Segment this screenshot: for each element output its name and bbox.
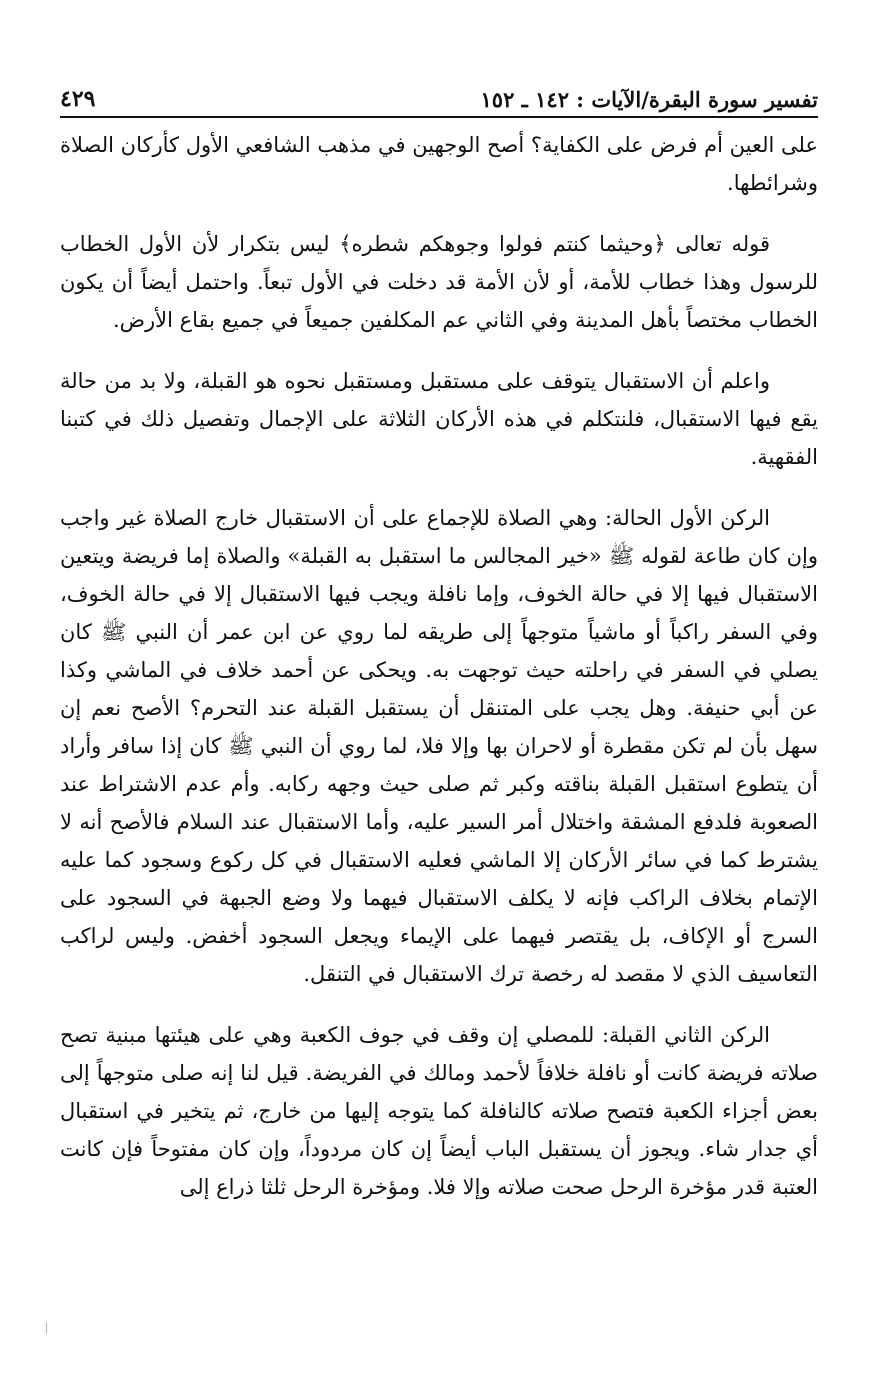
chapter-title: تفسير سورة البقرة/الآيات : ١٤٢ ـ ١٥٢: [480, 87, 818, 112]
margin-mark: [46, 1322, 47, 1334]
page-body: [60, 126, 818, 1206]
paragraph-4: الركن الأول الحالة: وهي الصلاة للإجماع على أن الاستقبال خارج الصلاة غير واجب وإن كان طاعة لقوله ﷺ «خير المجالس ما استقبل به القبلة» والصلاة إما فريضة ويتعين الاستقبال فيها إلا في حالة الخوف، وإما نافلة ويجب فيها الاستقبال إلا في حالة الخوف، وفي السفر راكباً أو ماشياً متوجهاً إلى طريقه لما روي عن ابن عمر أن النبي ﷺ كان يصلي في السفر في راحلته حيث توجهت به. ويحكى عن أحمد خلاف في الماشي وكذا عن أبي حنيفة. وهل يجب على المتنقل أن يستقبل القبلة عند التحرم؟ الأصح نعم إن سهل بأن لم تكن مقطرة أو لاحران بها وإلا فلا، لما روي أن النبي ﷺ كان إذا سافر وأراد أن يتطوع استقبل القبلة بناقته وكبر ثم صلى حيث وجهه ركابه. وأم عدم الاشتراط عند الصعوبة فلدفع المشقة واختلال أمر السير عليه، وأما الاستقبال عند السلام فالأصح أنه لا يشترط كما في سائر الأركان إلا الماشي فعليه الاستقبال في كل ركوع وسجود كما عليه الإتمام بخلاف الراكب فإنه لا يكلف الاستقبال فيهما ولا وضع الجبهة في السجود على السرج أو الإكاف، بل يقتصر فيهما على الإيماء ويجعل السجود أخفض. وليس لراكب التعاسيف الذي لا مقصد له رخصة ترك الاستقبال في التنقل.: [60, 506, 819, 986]
running-header: [60, 78, 818, 118]
paragraph-3: واعلم أن الاستقبال يتوقف على مستقبل ومستقبل نحوه هو القبلة، ولا بد من حالة يقع فيها الاستقبال، فلنتكلم في هذه الأركان الثلاثة على الإجمال وتفصيل ذلك في كتبنا الفقهية.: [60, 369, 818, 469]
paragraph-2: قوله تعالى ﴿وحيثما كنتم فولوا وجوهكم شطره﴾ ليس بتكرار لأن الأول الخطاب للرسول وهذا خطاب للأمة، أو لأن الأمة قد دخلت في الأول تبعاً. واحتمل أيضاً أن يكون الخطاب مختصاً بأهل المدينة وفي الثاني عم المكلفين جميعاً في جميع بقاع الأرض.: [60, 232, 818, 332]
page-number: ٤٢٩: [60, 86, 96, 112]
paragraph-5: الركن الثاني القبلة: للمصلي إن وقف في جوف الكعبة وهي على هيئتها مبنية تصح صلاته فريضة كانت أو نافلة خلافاً لأحمد ومالك في الفريضة. قيل لنا إنه صلى متوجهاً إلى بعض أجزاء الكعبة فتصح صلاته كالنافلة كما يتوجه إليها من خارج، ثم يتخير في استقبال أي جدار شاء. ويجوز أن يستقبل الباب أيضاً إن كان مردوداً، وإن كان مفتوحاً فإن كانت العتبة قدر مؤخرة الرحل صحت صلاته وإلا فلا. ومؤخرة الرحل ثلثا ذراع إلى: [60, 1023, 818, 1199]
paragraph-1: على العين أم فرض على الكفاية؟ أصح الوجهين في مذهب الشافعي الأول كأركان الصلاة وشرائطها.: [60, 133, 818, 195]
